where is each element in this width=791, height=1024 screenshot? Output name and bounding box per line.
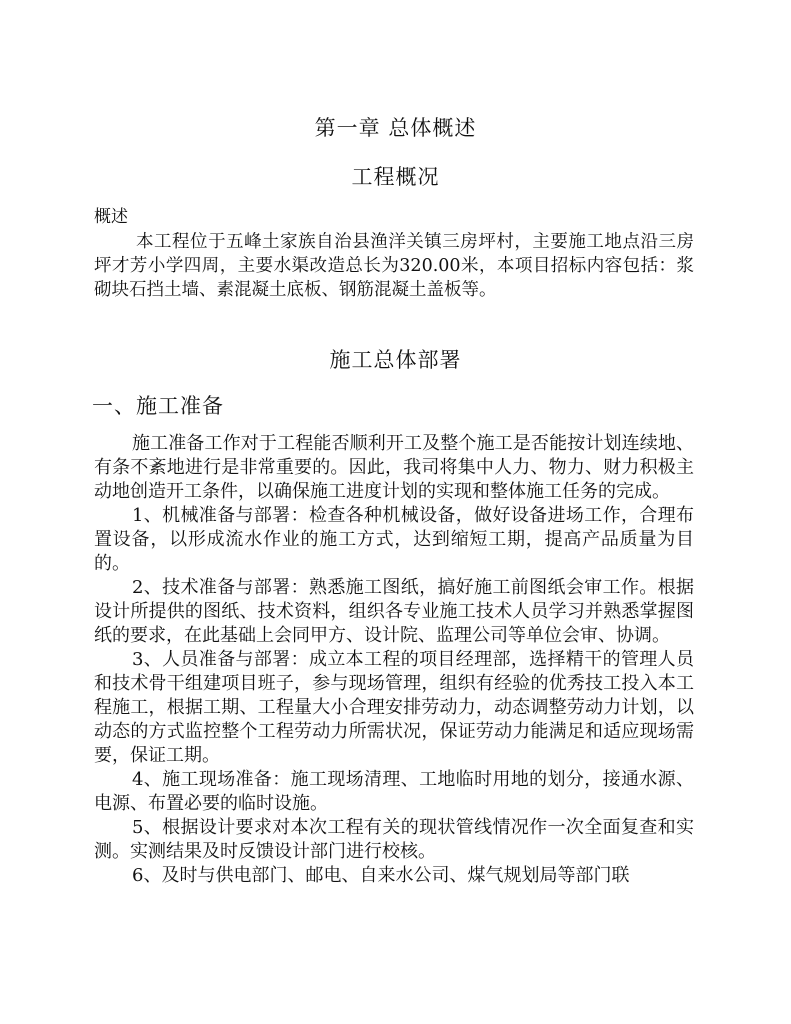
paragraph-site: 4、施工现场准备：施工现场清理、工地临时用地的划分，接通水源、电源、布置必要的临时设施。	[94, 769, 694, 814]
chapter-title: 第一章 总体概述	[314, 116, 477, 140]
overview-label: 概述	[94, 207, 128, 227]
overview-paragraph: 本工程位于五峰土家族自治县渔洋关镇三房坪村，主要施工地点沿三房坪才芳小学四周，主要水渠改造总长为320.00米，本项目招标内容包括：浆砌块石挡土墙、素混凝土底板、钢筋混凝土盖板等。	[94, 232, 694, 300]
paragraph-machinery: 1、机械准备与部署：检查各种机械设备，做好设备进场工作，合理布置设备，以形成流水作业的施工方式，达到缩短工期，提高产品质量为目的。	[94, 505, 694, 574]
section-title: 工程概况	[351, 165, 440, 189]
paragraph-intro: 施工准备工作对于工程能否顺利开工及整个施工是否能按计划连续地、有条不紊地进行是非常重要的。因此，我司将集中人力、物力、财力积极主动地创造开工条件，以确保施工进度计划的实现和整体施工任务的完成。	[94, 433, 694, 502]
paragraph-coordination: 6、及时与供电部门、邮电、自来水公司、煤气规划局等部门联	[132, 865, 630, 886]
paragraph-personnel: 3、人员准备与部署：成立本工程的项目经理部，选择精干的管理人员和技术骨干组建项目班子，参与现场管理，组织有经验的优秀技工投入本工程施工，根据工期、工程量大小合理安排劳动力，动态调整劳动力计划，以动态的方式监控整个工程劳动力所需状况，保证劳动力能满足和适应现场需要，保证工期。	[94, 649, 694, 766]
paragraph-technical: 2、技术准备与部署：熟悉施工图纸，搞好施工前图纸会审工作。根据设计所提供的图纸、技术资料，组织各专业施工技术人员学习并熟悉掌握图纸的要求，在此基础上会同甲方、设计院、监理公司等单位会审、协调。	[94, 577, 694, 646]
paragraph-survey: 5、根据设计要求对本次工程有关的现状管线情况作一次全面复查和实测。实测结果及时反馈设计部门进行校核。	[94, 817, 694, 862]
deployment-title: 施工总体部署	[329, 348, 462, 372]
preparation-body	[94, 432, 694, 888]
preparation-heading: 一、施工准备	[92, 394, 224, 418]
